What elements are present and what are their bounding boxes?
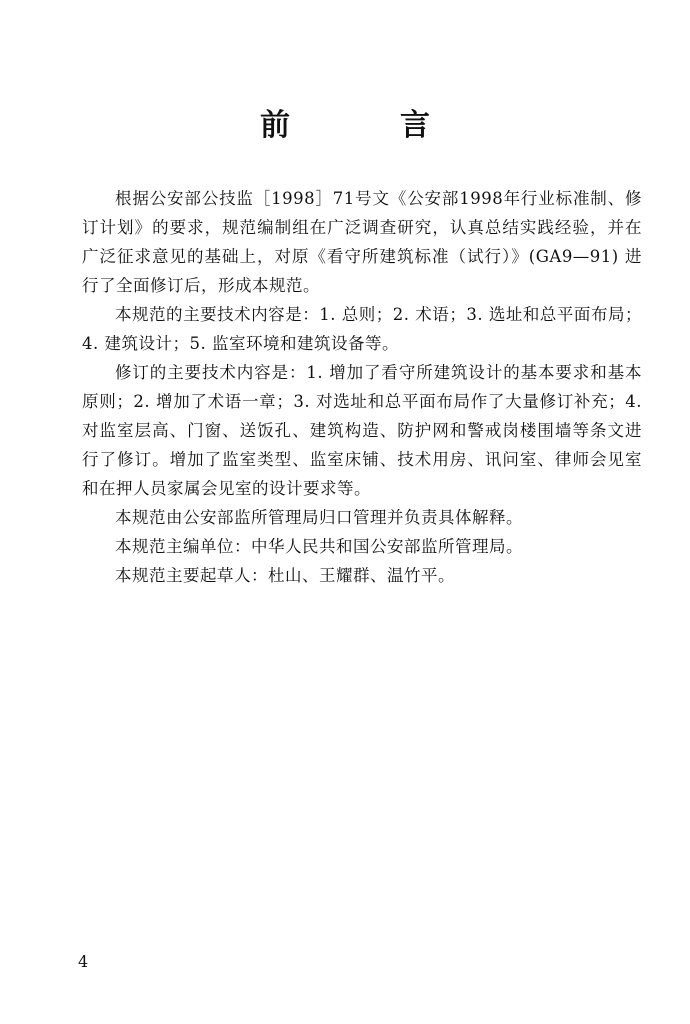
- paragraph-chief-editor: 本规范主编单位：中华人民共和国公安部监所管理局。: [115, 537, 523, 556]
- page-title: 前 言: [260, 108, 470, 143]
- paragraph-drafters: 本规范主要起草人：杜山、王耀群、温竹平。: [115, 566, 455, 585]
- page-number: 4: [78, 952, 89, 971]
- paragraph-revision-basis: 根据公安部公技监［1998］71号文《公安部1998年行业标准制、修订计划》的要求，规范编制组在广泛调查研究，认真总结实践经验，并在广泛征求意见的基础上，对原《看守所建筑标准（试行）》(GA9—91) 进行了全面修订后，形成本规范。: [82, 189, 642, 295]
- preface-body: [82, 184, 642, 590]
- paragraph-main-content: 本规范的主要技术内容是：1. 总则；2. 术语；3. 选址和总平面布局；4. 建筑设计；5. 监室环境和建筑设备等。: [82, 305, 642, 353]
- paragraph-management: 本规范由公安部监所管理局归口管理并负责具体解释。: [115, 508, 523, 527]
- paragraph-revision-content: 修订的主要技术内容是：1. 增加了看守所建筑设计的基本要求和基本原则；2. 增加了术语一章；3. 对选址和总平面布局作了大量修订补充；4. 对监室层高、门窗、送饭孔、建筑构造、防护网和警戒岗楼围墙等条文进行了修订。增加了监室类型、监室床铺、技术用房、讯问室、律师会见室和在押人员家属会见室的设计要求等。: [82, 363, 642, 498]
